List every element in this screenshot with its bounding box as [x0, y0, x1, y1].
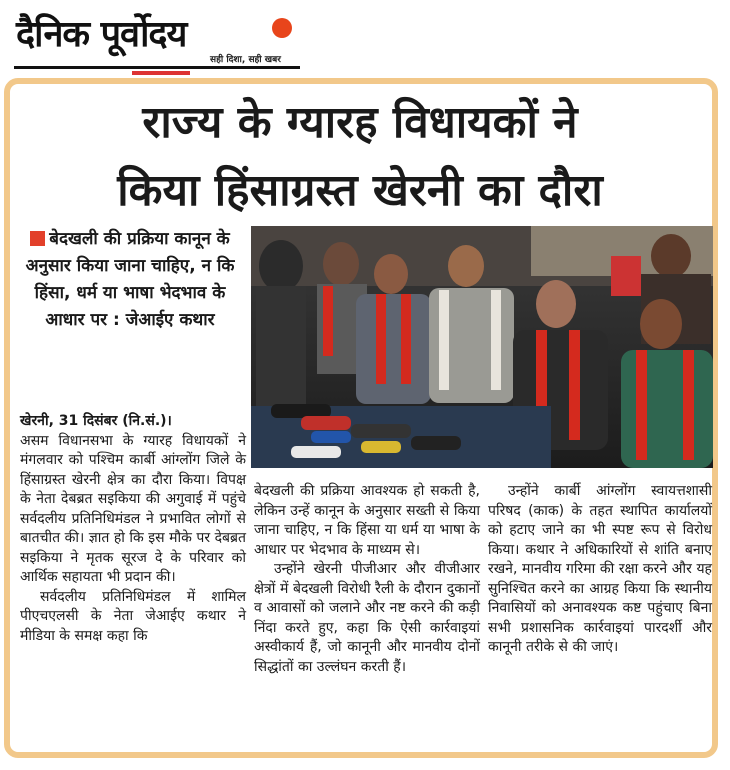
logo-sun-dot	[272, 18, 292, 38]
dateline: खेरनी, 31 दिसंबर (नि.सं.)।	[20, 413, 172, 429]
paragraph: असम विधानसभा के ग्यारह विधायकों ने मंगलवार को पश्चिम कार्बी आंग्लोंग जिले के हिंसाग्रस्त खेरनी क्षेत्र का दौरा किया। विपक्ष के नेता देबब्रत सइकिया की अगुवाई में पहुंचे सर्वदलीय प्रतिनिधिमंडल ने प्रभावित लोगों से बातचीत की। ज्ञात हो कि इस मौके पर देबब्रत सइकिया ने मृतक सूरज दे के परिवार को आर्थिक सहायता भी प्रदान की।	[20, 432, 246, 585]
masthead-tagline: सही दिशा, सही खबर	[210, 55, 281, 65]
paragraph: बेदखली की प्रक्रिया आवश्यक हो सकती है, लेकिन उन्हें कानून के अनुसार सख्ती से किया जाना चाहिए, न कि हिंसा या धर्म या भाषा के आधार पर भेदभाव के माध्यम से।	[254, 483, 480, 558]
masthead-accent	[132, 71, 190, 75]
bullet-square-icon	[30, 231, 45, 246]
paragraph: उन्होंने कार्बी आंग्लोंग स्वायत्तशासी परिषद (काक) के तहत स्थापित कार्यालयों को हटाए जाने का भी स्पष्ट रूप से विरोध किया। कथार ने अधिकारियों से शांति बनाए रखने, मानवीय गरिमा की रक्षा करने और यह सुनिश्चित करने का आग्रह किया कि स्थानीय निवासियों को अनावश्यक कष्ट पहुंचाए बिना सभी प्रशासनिक कार्रवाइयां पारदर्शी और कानूनी तरीके से की जाएं।	[488, 483, 712, 655]
article-column-3	[488, 482, 712, 658]
paragraph: सर्वदलीय प्रतिनिधिमंडल में शामिल पीएचएलसी के नेता जेआईए कथार ने मीडिया के समक्ष कहा कि	[20, 588, 246, 644]
press-meet-illustration	[251, 226, 713, 468]
masthead-rule	[14, 66, 300, 69]
news-photo	[251, 226, 713, 468]
article-column-1	[20, 412, 246, 646]
masthead	[14, 8, 314, 74]
article-column-2	[254, 482, 480, 677]
subheadline	[14, 226, 246, 334]
subheadline-text: बेदखली की प्रक्रिया कानून के अनुसार किया जाना चाहिए, न कि हिंसा, धर्म या भाषा भेदभाव के आधार पर : जेआईए कथार	[25, 229, 235, 330]
headline-line-2: किया हिंसाग्रस्त खेरनी का दौरा	[117, 165, 603, 216]
headline-line-1: राज्य के ग्यारह विधायकों ने	[142, 97, 578, 148]
paragraph: उन्होंने खेरनी पीजीआर और वीजीआर क्षेत्रों में बेदखली विरोधी रैली के दौरान दुकानों व आवासों को जलाने और नष्ट करने की कड़ी निंदा करते हुए, कहा कि ऐसी कार्रवाइयां अस्वीकार्य हैं, जो कानूनी और मानवीय दोनों सिद्धांतों का उल्लंघन करती हैं।	[254, 561, 480, 675]
newspaper-logo: दैनिक पूर्वोदय	[16, 14, 187, 55]
